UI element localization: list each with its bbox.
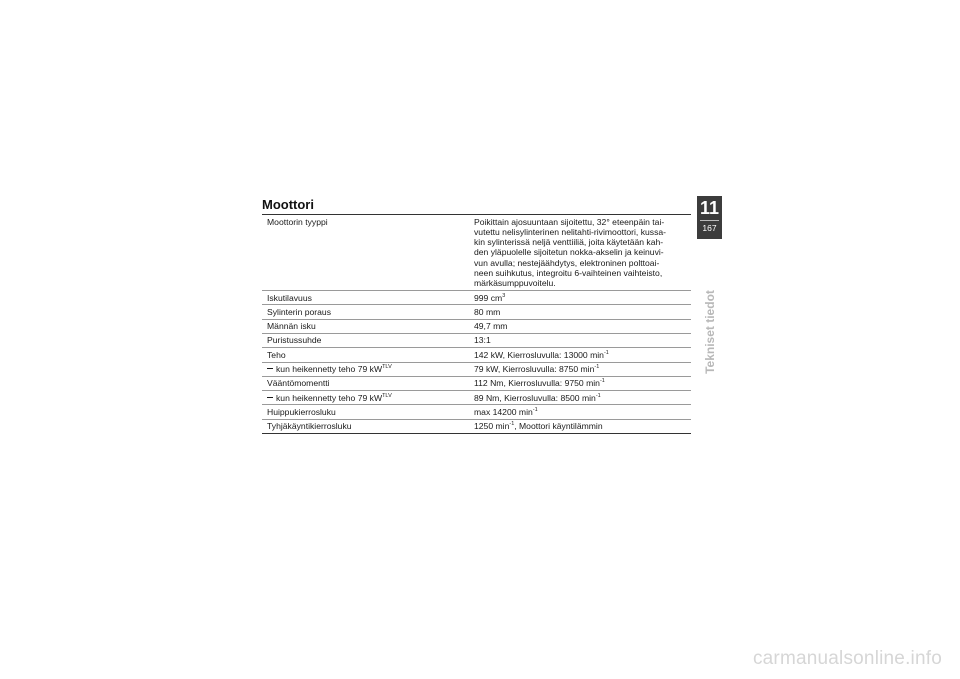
value-line: den yläpuolelle sijoitetun nokka-akselin ja keinuvi- — [474, 247, 664, 258]
spec-value — [470, 420, 691, 433]
value-line: kin sylinterissä neljä venttiiliä, joita käytetään kah- — [474, 237, 664, 248]
table-row — [262, 377, 691, 391]
table-row — [262, 363, 691, 377]
spec-value — [470, 363, 691, 376]
value-text: 112 Nm, Kierrosluvulla: 9750 min — [474, 378, 600, 389]
value-line: vun avulla; nestejäähdytys, elektroninen polttoai- — [474, 257, 660, 268]
chapter-tab-label: Tekniset tiedot — [703, 290, 717, 374]
spec-value — [470, 215, 691, 290]
spec-value — [470, 405, 691, 418]
chapter-divider — [700, 220, 719, 221]
value-line: vutettu nelisylinterinen nelitahti-rivimoottori, kussa- — [474, 226, 667, 237]
spec-value — [470, 348, 691, 361]
table-row — [262, 320, 691, 334]
chapter-tab — [703, 290, 717, 374]
value-text: 142 kW, Kierrosluvulla: 13000 min — [474, 349, 604, 360]
table-row — [262, 405, 691, 419]
spec-value — [470, 377, 691, 390]
value-line: neen suihkutus, integroitu 6-vaihteinen vaihteisto, — [474, 267, 663, 278]
spec-label: Männän isku — [267, 321, 316, 332]
table-row — [262, 305, 691, 319]
value-text: 89 Nm, Kierrosluvulla: 8500 min — [474, 392, 596, 403]
page-number: 167 — [702, 223, 717, 233]
spec-value: 13:1 — [474, 335, 491, 346]
spec-value: 80 mm — [474, 306, 501, 317]
value-text: 999 cm — [474, 292, 503, 303]
value-sup: -1 — [603, 349, 609, 356]
label-sup: TLV — [382, 392, 392, 399]
spec-label: Iskutilavuus — [267, 292, 312, 303]
table-row — [262, 334, 691, 348]
spec-value: 49,7 mm — [474, 321, 508, 332]
value-sup: -1 — [532, 407, 538, 414]
spec-label: Puristussuhde — [267, 335, 322, 346]
chapter-marker — [697, 196, 722, 239]
spec-label — [262, 363, 470, 376]
value-sup: -1 — [594, 364, 600, 371]
spec-value — [470, 291, 691, 304]
value-text: max 14200 min — [474, 406, 533, 417]
label-sup: TLV — [382, 364, 392, 371]
spec-label: Sylinterin poraus — [267, 306, 332, 317]
dash-icon — [267, 368, 273, 369]
value-line: märkäsumppuvoitelu. — [474, 278, 556, 289]
spec-label: Vääntömomentti — [267, 378, 330, 389]
value-suffix: , Moottori käyntilämmin — [514, 421, 603, 432]
label-text: kun heikennetty teho 79 kW — [276, 364, 383, 375]
spec-value — [470, 391, 691, 404]
value-sup: -1 — [595, 392, 601, 399]
table-row — [262, 348, 691, 362]
watermark: carmanualsonline.info — [752, 648, 942, 669]
value-text: 1250 min — [474, 421, 510, 432]
label-text: kun heikennetty teho 79 kW — [276, 392, 383, 403]
value-sup: 3 — [502, 292, 506, 299]
table-row — [262, 291, 691, 305]
spec-label: Moottorin tyyppi — [267, 216, 328, 227]
spec-label — [262, 391, 470, 404]
value-text: 79 kW, Kierrosluvulla: 8750 min — [474, 364, 595, 375]
table-row — [262, 420, 691, 434]
value-line: Poikittain ajosuuntaan sijoitettu, 32° eteenpäin tai- — [474, 216, 665, 227]
engine-spec-table — [262, 214, 691, 434]
value-sup: -1 — [509, 421, 515, 428]
value-sup: -1 — [599, 378, 605, 385]
spec-label: Huippukierrosluku — [267, 406, 336, 417]
spec-label: Teho — [267, 349, 286, 360]
section-title: Moottori — [262, 197, 314, 212]
table-row — [262, 215, 691, 291]
spec-label: Tyhjäkäyntikierrosluku — [267, 421, 352, 432]
dash-icon — [267, 397, 273, 398]
table-row — [262, 391, 691, 405]
chapter-number: 11 — [699, 198, 720, 218]
